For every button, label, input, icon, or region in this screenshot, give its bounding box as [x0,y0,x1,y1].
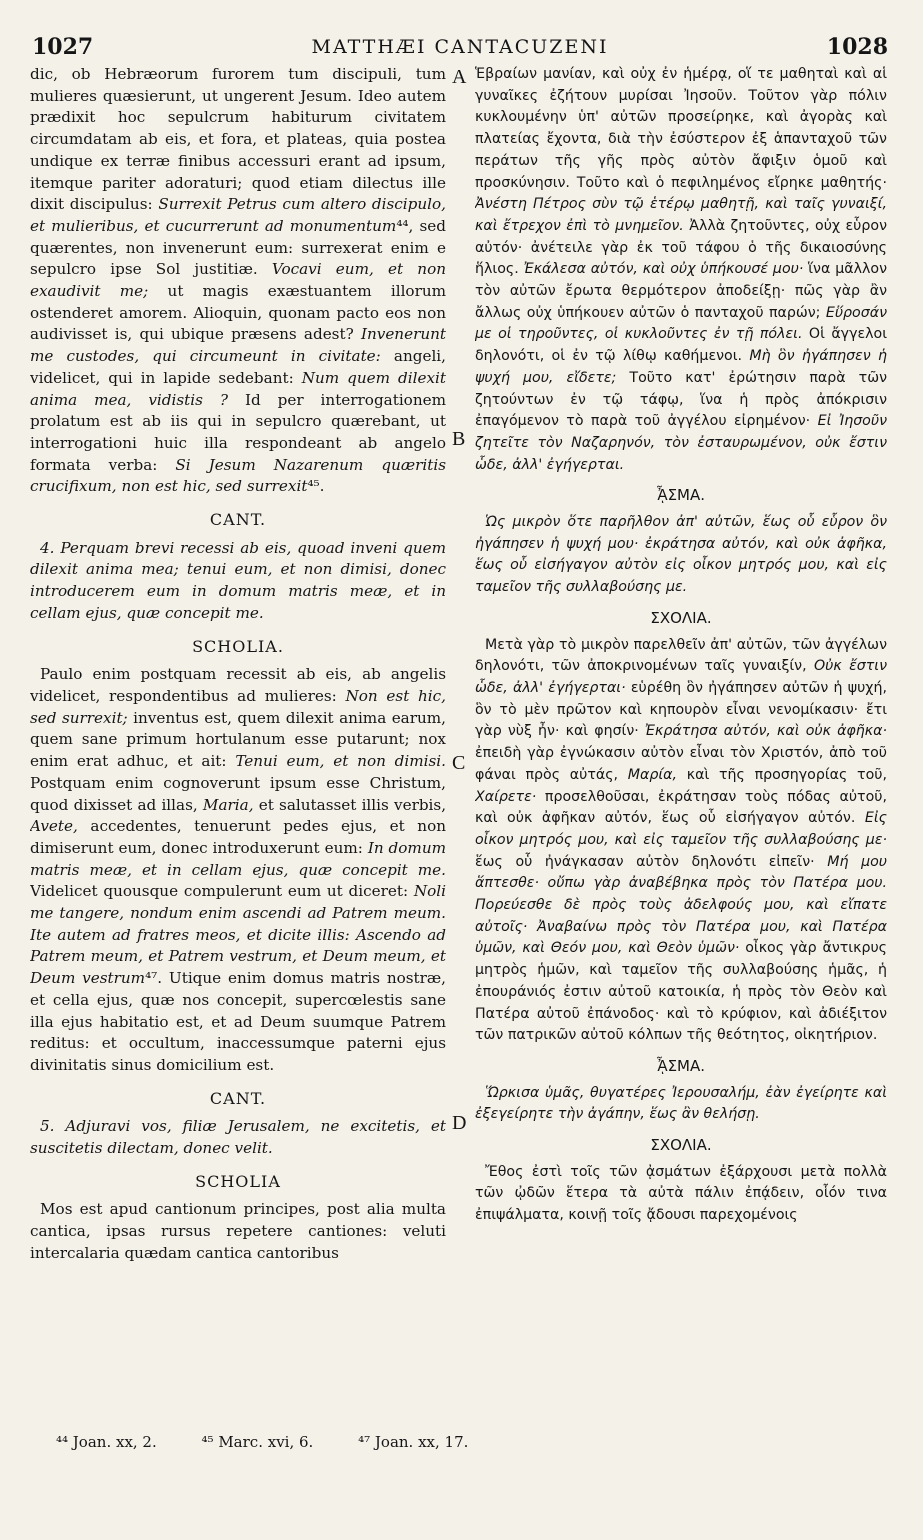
text: Postquam enim cognoverunt ipsum esse Christum, quod dixisset ad illas, [30,773,446,814]
text: accedentes, tenuerunt pedes ejus, et non dimiserunt eum, donec introduxerunt eum: [30,817,446,857]
quote: Ἀνέστη Πέτρος σὺν τῷ ἑτέρῳ μαθητῇ, καὶ ταῖς γυναιξί, καὶ ἔτρεχον ἐπὶ τὸ μνημεῖον. [475,196,887,234]
quote: Tenui eum, et non dimisi. [235,752,446,771]
section-heading-scholia-greek: ΣΧΟΛΙΑ. [650,608,712,627]
column-marker-b: B [452,428,466,450]
quote: Εἰς οἶκον μητρός μου, καὶ εἰς ταμεῖον τῆς συλλαβούσης με· [475,810,887,848]
text: ἕως οὗ ἠνάγκασαν αὐτὸν δηλονότι εἰπεῖν· [475,853,815,870]
latin-paragraph: Mos est apud cantionum principes, post alia multa cantica, ipsas rursus repetere cantiones: veluti intercalaria quædam cantica cantoribus [30,1200,446,1262]
quote: Εὕροσάν με οἱ τηροῦντες, οἱ κυκλοῦντες ἐν τῇ πόλει. [475,304,887,343]
quote: Surrexit Petrus cum altero discipulo, et mulieribus, et cucurrerunt ad monumentum [30,195,446,235]
text: καὶ τῆς προσηγορίας τοῦ, [686,766,887,783]
quote: Non est hic, sed surrexit; [30,686,446,727]
section-heading-asma: ᾎΣΜΑ. [656,486,706,505]
verse-4: 4. Perquam brevi recessi ab eis, quoad inveni quem dilexit anima mea; tenui eum, et non dimisi, donec introducerem eum in domum matris meæ, et in cellam ejus, quæ concepit me. [30,538,446,622]
quote: Χαίρετε· [475,788,537,805]
running-header [32,34,888,68]
text: ἵνα μᾶλλον τὸν αὐτῶν ἔρωτα θερμότερον ἀποδείξῃ· πῶς γὰρ ἂν ἄλλως οὐχ ὑπήκουεν αὐτῶν ὁ πανταχοῦ παρών; [475,261,887,321]
text: Paulo enim postquam recessit ab eis, ab angelis videlicet, respondentibus ad mulieres: [30,665,446,705]
text: et salutasset illis verbis, [258,795,446,814]
text: Id per interrogationem prolatum est ab iis qui in sepulcro quærebant, ut interrogationi huic illa respondeant ab angelo formata verba: [30,390,446,474]
text: ⁴⁵. [307,477,325,496]
quote: Μὴ ὃν ἠγάπησεν ἡ ψυχή μου, εἴδετε; [475,348,887,386]
quote: Μή μου ἅπτεσθε· οὔπω γὰρ ἀναβέβηκα πρὸς τὸν Πατέρα μου. Πορεύεσθε δὲ πρὸς τοὺς ἀδελφούς μου, καὶ εἴπατε αὐτοῖς· Ἀναβαίνω πρὸς τὸν Πατέρα μου, καὶ Πατέρα ὑμῶν, καὶ Θεόν μου, καὶ Θεὸν ὑμῶν· [475,853,887,957]
footnotes [56,1433,556,1451]
running-title: MATTHÆI CANTACUZENI [311,36,609,58]
text: Ἑβραίων μανίαν, καὶ οὐχ ἐν ἡμέρᾳ, οἵ τε μαθηταὶ καὶ αἱ γυναῖκες ἐζήτουν μυρίσαι Ἰησοῦν. Τοῦτον γὰρ πόλιν κυκλουμένην ὑπ' αὐτῶν προσείρηκε, καὶ ἀγορὰς καὶ πλατείας ἔχοντα, διὰ τὴν ἐσύστερον ἐξ ἁπανταχοῦ τῶν περάτων τῆς γῆς πρὸς αὐτὸν ἄφιξιν ὁμοῦ καὶ προσκύνησιν. Τοῦτο καὶ ὁ πεφιλημένος εἴρηκε μαθητής· [475,66,887,191]
footnote: ⁴⁴ Joan. xx, 2. [56,1433,157,1451]
greek-paragraph: Ἔθος ἐστὶ τοῖς τῶν ᾀσμάτων ἐξάρχουσι μετὰ πολλὰ τῶν ᾠδῶν ἕτερα τὰ αὐτὰ πάλιν ἐπᾴδειν, οἷόν τινα ἐπιψάλματα, κοινῇ τοῖς ᾄδουσι παρεχομένοις [475,1163,887,1224]
greek-verse-5: Ὥρκισα ὑμᾶς, θυγατέρες Ἰερουσαλήμ, ἐὰν ἐγείρητε καὶ ἐξεγείρητε τὴν ἀγάπην, ἕως ἂν θελήσῃ. [475,1084,887,1123]
greek-column [475,64,887,1484]
text: Ἀλλὰ ζητοῦντες, οὐχ εὗρον αὐτόν· ἀνέτειλε γὰρ ἐκ τοῦ τάφου ὁ τῆς δικαιοσύνης ἥλιος. [475,217,887,278]
quote: Avete, [30,817,78,836]
verse-5: 5. Adjuravi vos, filiæ Jerusalem, ne excitetis, et suscitetis dilectam, donec velit. [30,1117,446,1158]
quote: Num quem dilexit anima mea, vidistis ? [30,368,446,409]
right-page-number: 1028 [826,34,888,60]
greek-verse-4: Ὡς μικρὸν ὅτε παρῆλθον ἀπ' αὐτῶν, ἕως οὗ εὗρον ὃν ἠγάπησεν ἡ ψυχή μου· ἐκράτησα αὐτόν, καὶ οὐκ ἀφῆκα, ἕως οὗ εἰσήγαγον αὐτὸν εἰς οἶκον μητρός μου, καὶ εἰς ταμεῖον τῆς συλλαβούσης με. [475,514,887,596]
quote: Invenerunt me custodes, qui circumeunt in civitate: [30,325,446,366]
latin-paragraph [30,664,446,1076]
text: εὑρέθη ὃν ἠγάπησεν αὐτῶν ἡ ψυχή, ὃν τὸ μὲν πρῶτον καὶ κηπουρὸν εἶναι νενομίκασιν· ἔτι γὰρ νὺξ ἦν· καὶ φησίν· [475,679,887,740]
column-marker-c: C [452,752,466,774]
quote: Maria, [202,795,254,814]
text: οἶκος γὰρ ἄντικρυς μητρὸς ἡμῶν, καὶ ταμεῖον τῆς συλλαβούσης ἡμᾶς, ἡ ἐπουράνιός ἐστιν αὐτοῦ κατοικία, ἡ πρὸς τὸν Θεὸν καὶ Πατέρα αὐτοῦ ἐπάνοδος· καὶ τὸ κρύφιον, καὶ ἀδιέξιτον τῶν πατρικῶν αὐτοῦ κόλπων τῆς θεότητος, οἰκητήριον. [475,940,887,1044]
quote: Vocavi eum, et non exaudivit me; [30,260,446,301]
section-heading-scholia: SCHOLIA [195,1171,281,1191]
quote: Μαρία, [627,766,678,783]
text: ⁴⁴, sed quærentes, non invenerunt eum: surrexerat enim e sepulcro ipse Sol justitiæ. [30,216,446,279]
left-page-number: 1027 [32,34,94,60]
text: προσελθοῦσαι, ἐκράτησαν τοὺς πόδας αὐτοῦ, καὶ οὐκ ἀφῆκαν αὐτόν, ἕως οὗ εἰσήγαγον αὐτόν. [475,788,887,827]
quote: Noli me tangere, nondum enim ascendi ad Patrem meum. Ite autem ad fratres meos, et dicite illis: Ascendo ad Patrem meum, et Patrem vestrum, et Deum meum, et Deum vestrum [30,882,446,988]
quote: Si Jesum Nazarenum quæritis crucifixum, non est hic, sed surrexit [30,455,446,496]
footnote: ⁴⁷ Joan. xx, 17. [358,1433,469,1451]
text: ut magis exæstuantem illorum ostenderet amorem. Alioquin, quonam pacto eos non audivisset is, qui ubique præsens adest? [30,282,446,344]
text: Μετὰ γὰρ τὸ μικρὸν παρελθεῖν ἀπ' αὐτῶν, τῶν ἀγγέλων δηλονότι, τῶν ἀποκρινομένων ταῖς γυναιξίν, [475,636,887,675]
section-heading-scholia: SCHOLIA. [192,636,284,656]
text: Videlicet quousque compulerunt eum ut diceret: [30,882,409,901]
quote: Εἰ Ἰησοῦν ζητεῖτε τὸν Ναζαρηνόν, τὸν ἐσταυρωμένον, οὐκ ἔστιν ὧδε, ἀλλ' ἐγήγερται. [475,413,887,473]
section-heading-scholia-greek: ΣΧΟΛΙΑ. [650,1136,712,1155]
latin-column [30,64,446,1484]
text: Οἱ ἄγγελοι δηλονότι, οἱ ἐν τῷ λίθῳ καθήμενοι. [475,326,887,365]
text: ἐπειδὴ γὰρ ἐγνώκασιν αὐτὸν εἶναι τὸν Χριστόν, ἀπὸ τοῦ φάναι πρὸς αὐτάς, [475,745,887,783]
column-marker-d: D [452,1112,467,1134]
text: inventus est, quem dilexit anima earum, quem sane primum hortulanum esse putarunt; nox enim erat adhuc, et ait: [30,708,446,771]
text: Τοῦτο κατ' ἐρώτησιν παρὰ τῶν ζητούντων ἐν τῷ τάφῳ, ἵνα ἡ πρὸς ἀπόκρισιν ἐπαγόμενον τὸ παρὰ τοῦ ἀγγέλου εἰρημένον· [475,369,887,430]
section-heading-asma: ᾎΣΜΑ. [656,1056,706,1075]
text: dic, ob Hebræorum furorem tum discipuli, tum mulieres quæsierunt, ut ungerent Jesum. Ideo autem prædixit hoc sepulcrum habiturum civitatem circumdatam ab eis, et fora, et plateas, quia postea undique ex terræ finibus accessuri erant ad ipsum, itemque pariter adoraturi; quod etiam dilectus ille dixit discipulus: [30,65,446,214]
section-heading-cant: CANT. [209,1088,267,1108]
quote: Οὐκ ἔστιν ὧδε, ἀλλ' ἐγήγερται· [475,658,887,696]
quote: Ἐκράτησα αὐτόν, καὶ οὐκ ἀφῆκα· [644,723,887,740]
greek-paragraph [475,635,887,1047]
footnote: ⁴⁵ Marc. xvi, 6. [201,1433,314,1451]
quote: In domum matris meæ, et in cellam ejus, quæ concepit me. [30,838,446,879]
column-marker-a: A [452,66,467,88]
greek-paragraph [475,64,887,476]
latin-paragraph [30,64,446,498]
text: ⁴⁷. Utique enim domus matris nostræ, et cella ejus, quæ nos concepit, supercœlestis sane illa ejus habitatio est, et ad Deum suumque Patrem reditus: et occultum, inaccessumque paterni ejus divinitatis sinus domicilium est. [30,969,446,1074]
quote: Ἐκάλεσα αὐτόν, καὶ οὐχ ὑπήκουσέ μου· [523,261,804,278]
text: angeli, videlicet, qui in lapide sedebant: [30,347,446,387]
section-heading-cant: CANT. [209,510,267,530]
